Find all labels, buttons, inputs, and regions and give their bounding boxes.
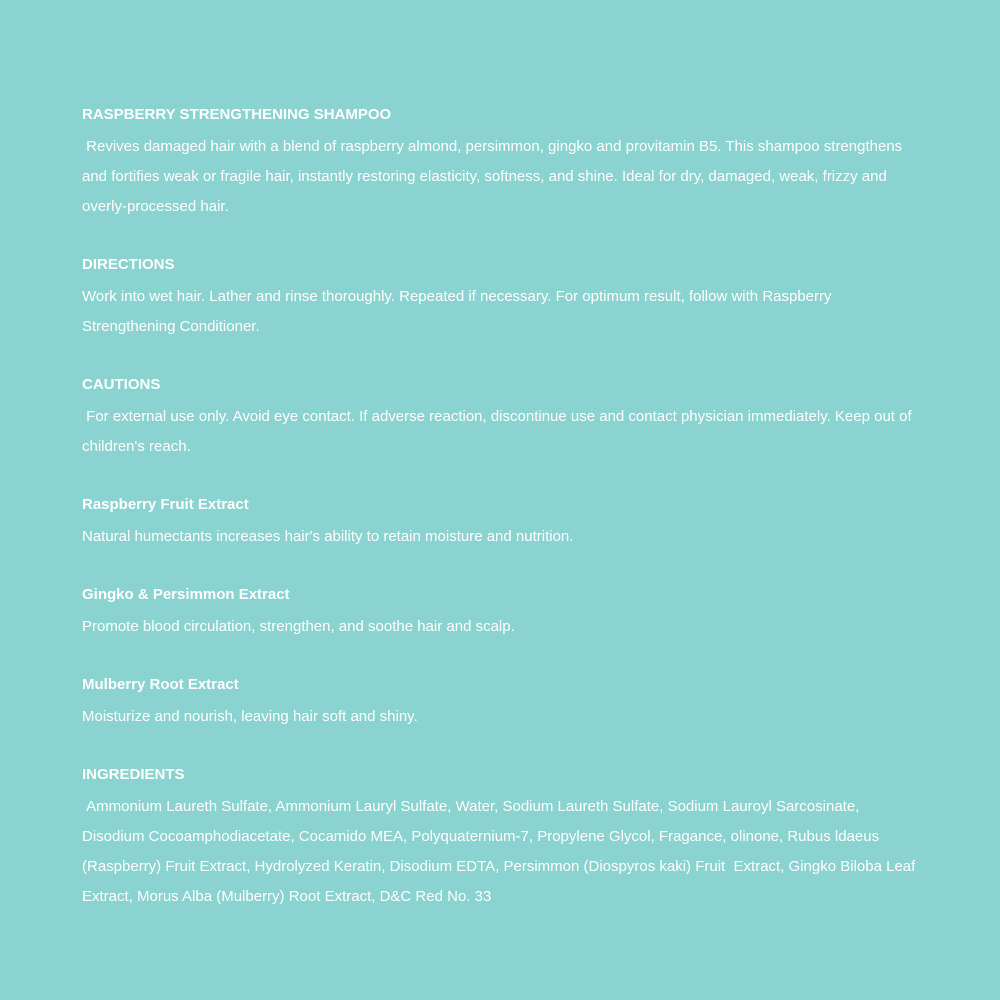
raspberry-extract-heading: Raspberry Fruit Extract [82, 496, 249, 513]
mulberry-root-text: Moisturize and nourish, leaving hair soft and shiny. [82, 708, 418, 725]
raspberry-extract-text: Natural humectants increases hair's ability to retain moisture and nutrition. [82, 528, 574, 545]
directions-section [82, 252, 918, 342]
ingredients-heading: INGREDIENTS [82, 766, 185, 783]
cautions-heading: CAUTIONS [82, 376, 161, 393]
raspberry-extract-section [82, 492, 918, 552]
gingko-persimmon-heading: Gingko & Persimmon Extract [82, 586, 290, 603]
cautions-section [82, 372, 918, 462]
cautions-text: For external use only. Avoid eye contact. If adverse reaction, discontinue use and contact physician immediately. Keep out of children's reach. [82, 408, 916, 455]
product-description-section [82, 102, 918, 222]
directions-heading: DIRECTIONS [82, 256, 175, 273]
mulberry-root-section [82, 672, 918, 732]
mulberry-root-heading: Mulberry Root Extract [82, 676, 239, 693]
product-description: Revives damaged hair with a blend of raspberry almond, persimmon, gingko and provitamin B5. This shampoo strengthens and fortifies weak or fragile hair, instantly restoring elasticity, softness, and shine. Ideal for dry, damaged, weak, frizzy and overly-processed hair. [82, 138, 907, 215]
product-title: RASPBERRY STRENGTHENING SHAMPOO [82, 106, 392, 123]
ingredients-section [82, 762, 918, 912]
ingredients-text: Ammonium Laureth Sulfate, Ammonium Lauryl Sulfate, Water, Sodium Laureth Sulfate, Sodium Lauroyl Sarcosinate, Disodium Cocoamphodiacetate, Cocamido MEA, Polyquaternium-7, Propylene Glycol, Fragance, olinone, Rubus ldaeus (Raspberry) Fruit Extract, Hydrolyzed Keratin, Disodium EDTA, Persimmon (Diospyros kaki) Fruit Extract, Gingko Biloba Leaf Extract, Morus Alba (Mulberry) Root Extract, D&C Red No. 33 [82, 798, 920, 905]
gingko-persimmon-text: Promote blood circulation, strengthen, and soothe hair and scalp. [82, 618, 515, 635]
directions-text: Work into wet hair. Lather and rinse thoroughly. Repeated if necessary. For optimum result, follow with Raspberry Strengthening Conditioner. [82, 288, 836, 335]
gingko-persimmon-section [82, 582, 918, 642]
